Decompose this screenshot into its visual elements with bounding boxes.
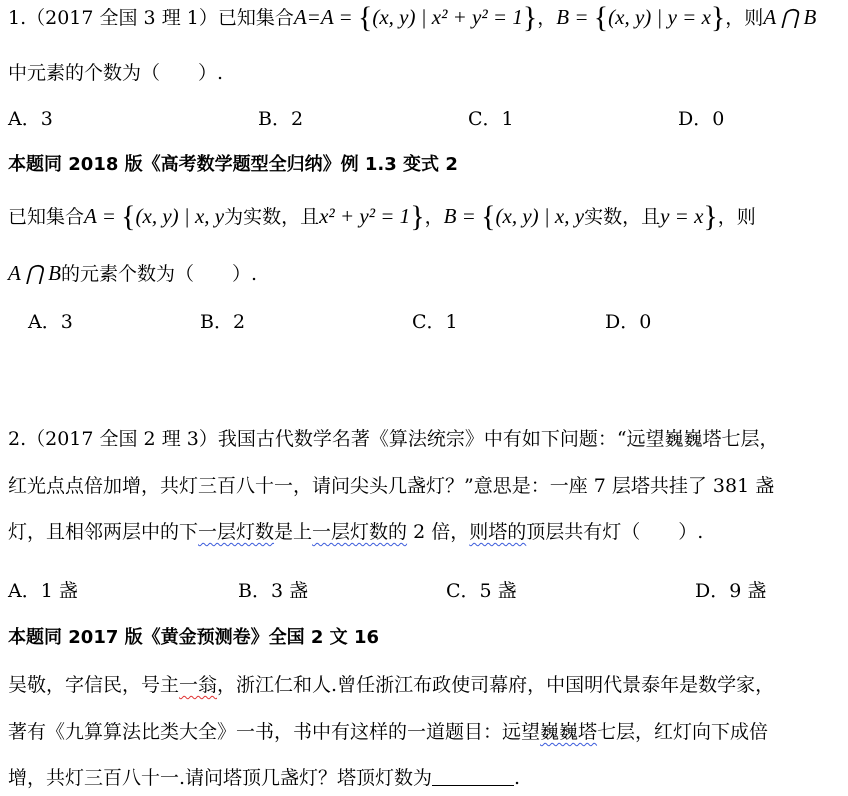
q1-brace-open-a: { xyxy=(357,1,373,34)
q1-line2: 中元素的个数为（ ）. xyxy=(8,62,224,84)
same1-set-a-content-3: x² + y² = 1 xyxy=(319,204,411,228)
q1-set-b-content: (x, y) | y = x xyxy=(608,5,711,29)
q2-line3-f: 则塔的 xyxy=(469,521,527,543)
same1-separator: ， xyxy=(424,206,444,228)
q2-option-b: B．3 盏 xyxy=(238,580,309,602)
q1-option-c: C．1 xyxy=(468,108,514,130)
same1-set-b-content-3: y = x xyxy=(660,204,704,228)
same1-option-b: B．2 xyxy=(200,311,246,333)
same2-line2-b: 巍巍塔 xyxy=(540,721,598,743)
same1-heading: 本题同 2018 版《高考数学题型全归纳》例 1.3 变式 2 xyxy=(8,154,458,175)
same2-line1 xyxy=(8,672,774,698)
q2-line3-e: 2 倍， xyxy=(407,521,470,543)
same2-line3-end: . xyxy=(514,767,521,789)
same1-set-a-content-1: (x, y) | x, y xyxy=(135,204,225,228)
same2-line3-text: 增，共灯三百八十一.请问塔顶几盏灯？塔顶灯数为 xyxy=(8,767,433,789)
q1-set-a-label: A=A = xyxy=(293,5,358,29)
q2-option-c: C．5 盏 xyxy=(446,580,517,602)
q1-option-d: D．0 xyxy=(678,108,725,130)
same1-brace-close-b: } xyxy=(703,200,718,233)
same2-line1-c: ，浙江仁和人.曾任浙江布政使司幕府，中国明代景泰年是数学家， xyxy=(217,674,775,696)
answer-blank xyxy=(432,767,514,786)
q2-line3-g: 顶层共有灯（ ）. xyxy=(526,521,704,543)
same1-option-a: A．3 xyxy=(28,311,73,333)
q2-option-a: A．1 盏 xyxy=(8,580,78,602)
same1-line2 xyxy=(8,260,257,287)
q1-brace-close-a: } xyxy=(522,1,538,34)
q1-option-b: B．2 xyxy=(258,108,304,130)
same1-suffix: ，则 xyxy=(717,206,756,228)
same1-set-b-content-1: (x, y) | x, y xyxy=(495,204,585,228)
same1-set-a-label: A = xyxy=(84,204,122,228)
same1-brace-open-b: { xyxy=(481,200,496,233)
q2-line2: 红光点点倍加增，共灯三百八十一，请问尖头几盏灯？”意思是：一座 7 层塔共挂了 381 盏 xyxy=(8,475,775,497)
q1-brace-close-b: } xyxy=(710,1,726,34)
q1-brace-open-b: { xyxy=(593,1,609,34)
q1-separator: ， xyxy=(537,7,557,29)
same2-line1-a: 吴敬，字信民，号主 xyxy=(8,674,180,696)
q2-option-d: D．9 盏 xyxy=(695,580,767,602)
same2-line2 xyxy=(8,719,768,745)
q2-line3 xyxy=(8,519,703,545)
q2-line3-a: 灯，且相邻两层中的下 xyxy=(8,521,199,543)
q1-option-a: A．3 xyxy=(8,108,53,130)
q1-line1 xyxy=(8,1,817,34)
q1-set-b-label: B = xyxy=(556,5,594,29)
same1-brace-close-a: } xyxy=(410,200,425,233)
same1-option-c: C．1 xyxy=(412,311,458,333)
q1-suffix: ，则 xyxy=(725,7,764,29)
same2-heading: 本题同 2017 版《黄金预测卷》全国 2 文 16 xyxy=(8,627,380,648)
q2-line3-d: 一层灯数的 xyxy=(312,521,408,543)
q2-line3-b: 一层灯数 xyxy=(198,521,275,543)
same1-set-b-label: B = xyxy=(443,204,482,228)
same1-set-a-content-2: 为实数，且 xyxy=(224,206,320,228)
q2-line3-c: 是上 xyxy=(274,521,313,543)
same1-prefix: 已知集合 xyxy=(8,206,85,228)
same2-line1-b: 一翁 xyxy=(179,674,218,696)
same2-line3 xyxy=(8,765,520,791)
q1-prefix: 1.（2017 全国 3 理 1）已知集合 xyxy=(8,7,294,29)
q1-set-a-content: (x, y) | x² + y² = 1 xyxy=(372,5,523,29)
same1-line2-text: 的元素个数为（ ）. xyxy=(61,263,258,285)
same2-line2-c: 七层，红灯向下成倍 xyxy=(597,721,769,743)
same1-set-b-content-2: 实数，且 xyxy=(584,206,661,228)
q2-line1: 2.（2017 全国 2 理 3）我国古代数学名著《算法统宗》中有如下问题：“远望巍巍塔七层， xyxy=(8,428,779,450)
same2-line2-a: 著有《九算算法比类大全》一书，书中有这样的一道题目：远望 xyxy=(8,721,541,743)
q1-intersection: A ⋂ B xyxy=(763,5,817,29)
same1-option-d: D．0 xyxy=(605,311,652,333)
same1-line1 xyxy=(8,200,756,233)
same1-brace-open-a: { xyxy=(121,200,136,233)
same1-intersection: A ⋂ B xyxy=(8,261,62,285)
